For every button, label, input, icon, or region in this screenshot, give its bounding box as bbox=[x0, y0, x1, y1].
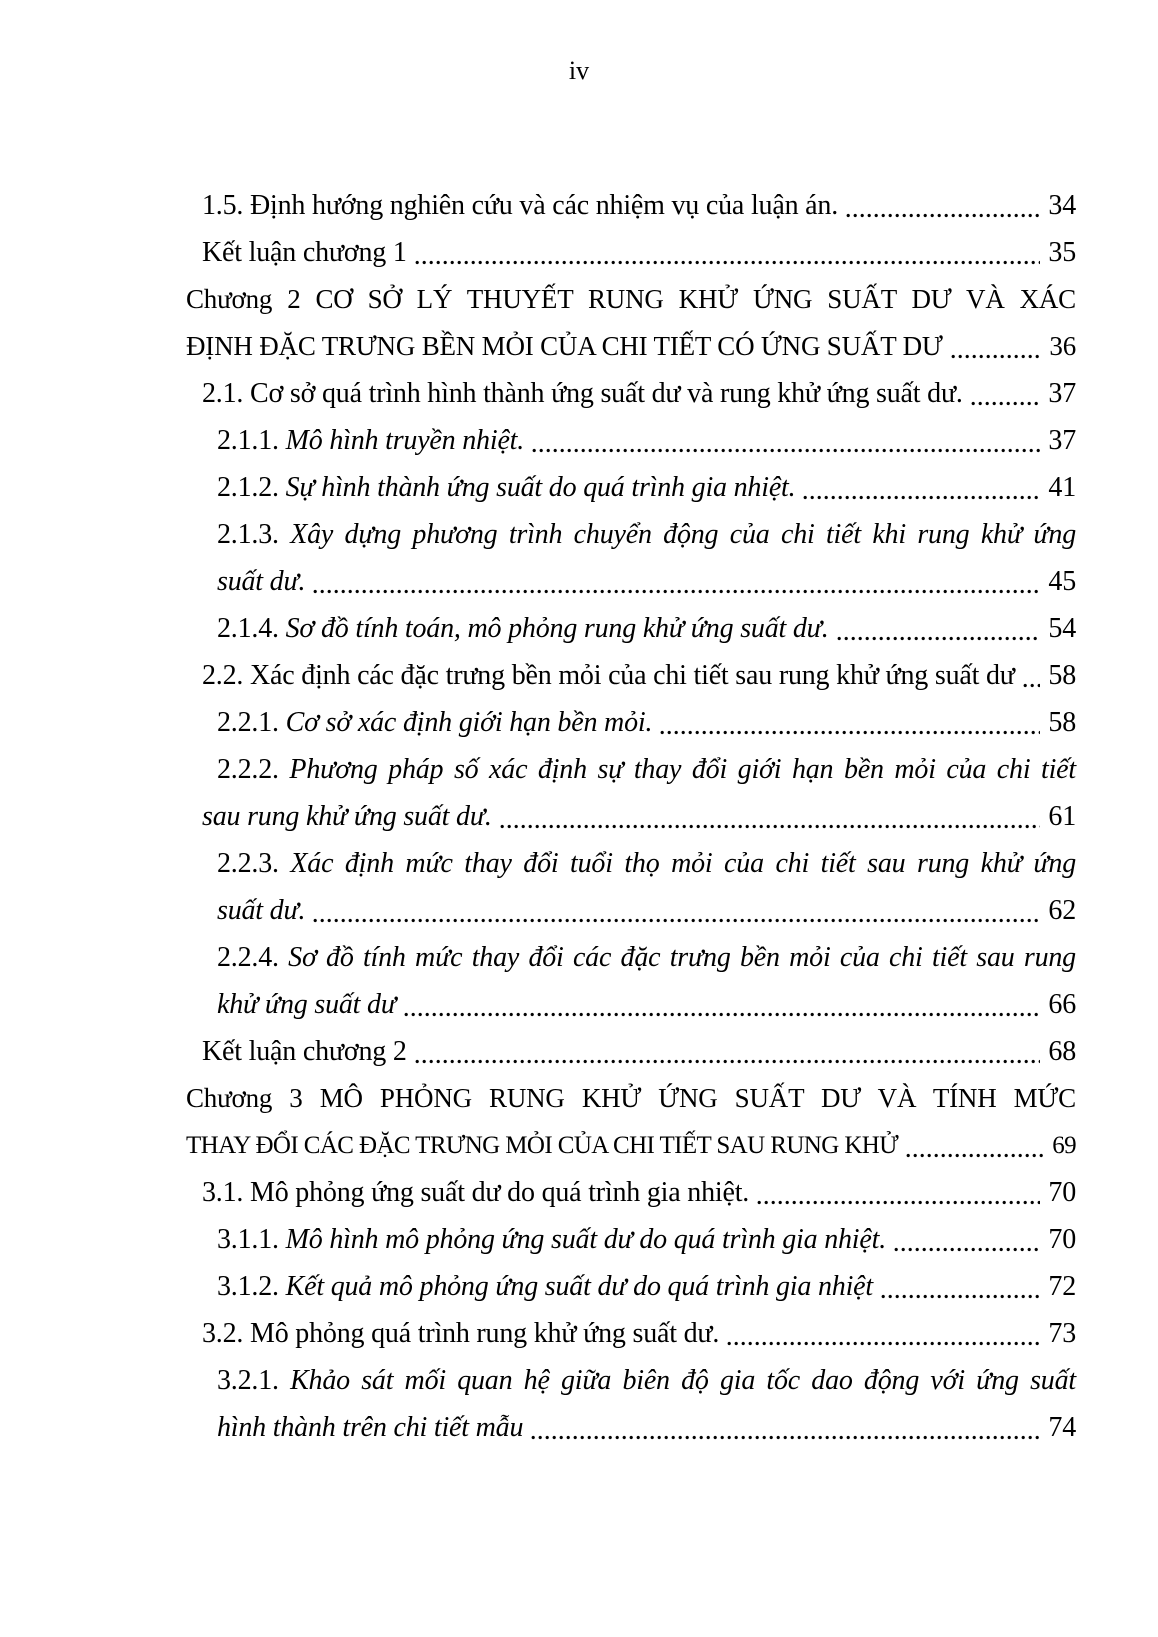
dot-leader bbox=[881, 1294, 1040, 1299]
dot-leader bbox=[415, 260, 1041, 265]
toc-entry-number: 3.1.2. bbox=[217, 1271, 279, 1302]
toc-entry-title: THAY ĐỔI CÁC ĐẶC TRƯNG MỎI CỦA CHI TIẾT SAU RUNG KHỬ bbox=[186, 1132, 899, 1159]
toc-entry bbox=[186, 1263, 1076, 1310]
toc-entry-title: hình thành trên chi tiết mẫu bbox=[217, 1412, 524, 1443]
dot-leader bbox=[757, 1200, 1040, 1205]
toc-entry-number: 3.2.1. bbox=[217, 1365, 279, 1396]
toc-entry-title: MÔ PHỎNG RUNG KHỬ ỨNG SUẤT DƯ VÀ TÍNH MỨC bbox=[319, 1083, 1076, 1113]
toc-entry bbox=[186, 229, 1076, 276]
dot-leader bbox=[906, 1153, 1044, 1158]
toc-page-number: 72 bbox=[1048, 1271, 1076, 1302]
toc-entry bbox=[186, 746, 1076, 793]
toc-entry-title: Mô phỏng quá trình rung khử ứng suất dư. bbox=[250, 1318, 720, 1349]
toc-entry-number: 2.2. bbox=[202, 660, 244, 691]
toc-entry-label bbox=[217, 754, 1076, 785]
toc-entry-title: khử ứng suất dư bbox=[217, 989, 396, 1020]
toc-entry-number: 1.5. bbox=[202, 190, 244, 221]
toc-entry bbox=[186, 1216, 1076, 1263]
toc-entry-title: Sơ đồ tính toán, mô phỏng rung khử ứng suất dư. bbox=[285, 613, 829, 644]
dot-leader bbox=[404, 1012, 1040, 1017]
toc-entry bbox=[186, 1075, 1076, 1122]
dot-leader bbox=[500, 824, 1041, 829]
toc-entry-title: Cơ sở xác định giới hạn bền mỏi. bbox=[285, 707, 653, 738]
toc-entry-title: CƠ SỞ LÝ THUYẾT RUNG KHỬ ỨNG SUẤT DƯ VÀ XÁC bbox=[315, 284, 1076, 314]
toc-page-number: 58 bbox=[1048, 707, 1076, 738]
toc-entry-label bbox=[217, 464, 795, 511]
toc-entry-label bbox=[202, 182, 838, 229]
toc-entry-number: 2.1.1. bbox=[217, 425, 279, 456]
toc-entry-label bbox=[217, 699, 652, 746]
dot-leader bbox=[660, 730, 1040, 735]
toc-entry-title: Cơ sở quá trình hình thành ứng suất dư và rung khử ứng suất dư. bbox=[250, 378, 963, 409]
toc-entry-label bbox=[217, 417, 524, 464]
toc-entry bbox=[186, 1404, 1076, 1451]
toc-entry-number: 3.1.1. bbox=[217, 1224, 279, 1255]
toc-page-number: 45 bbox=[1048, 566, 1076, 597]
toc-entry-label bbox=[186, 323, 943, 370]
toc-entry-title: Kết luận chương 2 bbox=[202, 1036, 407, 1067]
toc-entry-title: sau rung khử ứng suất dư. bbox=[202, 801, 492, 832]
toc-entry bbox=[186, 981, 1076, 1028]
toc-entry-label bbox=[217, 942, 1076, 973]
toc-entry bbox=[186, 1169, 1076, 1216]
toc-entry bbox=[186, 558, 1076, 605]
toc-entry bbox=[186, 511, 1076, 558]
toc-entry-label bbox=[186, 1083, 1076, 1113]
toc-entry-number: 2.2.4. bbox=[217, 942, 279, 973]
toc-entry bbox=[186, 1310, 1076, 1357]
toc-entry-label bbox=[202, 370, 963, 417]
dot-leader bbox=[971, 401, 1041, 406]
toc-entry-number: 2.2.3. bbox=[217, 848, 279, 879]
toc-entry-label bbox=[217, 1216, 886, 1263]
toc-entry-label bbox=[217, 981, 396, 1028]
toc-page-number: 68 bbox=[1048, 1036, 1076, 1067]
toc-entry-label bbox=[202, 1310, 719, 1357]
toc-entry-number: 2.2.1. bbox=[217, 707, 279, 738]
toc-entry bbox=[186, 276, 1076, 323]
toc-page-number: 34 bbox=[1048, 190, 1076, 221]
toc-entry-title: Sơ đồ tính mức thay đổi các đặc trưng bền mỏi của chi tiết sau rung bbox=[288, 942, 1076, 973]
toc-page-number: 70 bbox=[1048, 1177, 1076, 1208]
toc-entry bbox=[186, 323, 1076, 370]
toc-entry-title: Khảo sát mối quan hệ giữa biên độ gia tốc dao động với ứng suất bbox=[290, 1365, 1076, 1396]
toc-entry bbox=[186, 1357, 1076, 1404]
toc-entry-title: Kết quả mô phỏng ứng suất dư do quá trình gia nhiệt bbox=[285, 1271, 873, 1302]
toc-entry bbox=[186, 417, 1076, 464]
toc-entry-title: Sự hình thành ứng suất do quá trình gia nhiệt. bbox=[285, 472, 796, 503]
toc-entry-title: Phương pháp số xác định sự thay đổi giới hạn bền mỏi của chi tiết bbox=[289, 754, 1076, 785]
toc-entry bbox=[186, 182, 1076, 229]
toc-entry-number: Chương 2 bbox=[186, 284, 301, 314]
toc-page-number: 74 bbox=[1048, 1412, 1076, 1443]
toc-entry-title: Xác định mức thay đổi tuổi thọ mỏi của chi tiết sau rung khử ứng bbox=[290, 848, 1076, 879]
toc-entry-label bbox=[202, 1028, 407, 1075]
toc-entry-label bbox=[202, 652, 1015, 699]
toc-entry bbox=[186, 699, 1076, 746]
toc-entry-title: suất dư. bbox=[217, 895, 306, 926]
toc-page-number: 36 bbox=[1049, 331, 1076, 361]
toc-entry-label bbox=[217, 605, 829, 652]
toc-entry-number: 2.1.2. bbox=[217, 472, 279, 503]
dot-leader bbox=[727, 1341, 1040, 1346]
toc-page-number: 69 bbox=[1052, 1132, 1076, 1159]
toc-entry-title: Xây dựng phương trình chuyển động của chi tiết khi rung khử ứng bbox=[290, 519, 1076, 550]
toc-entry-label bbox=[186, 284, 1076, 314]
toc-entry-number: Chương 3 bbox=[186, 1083, 303, 1113]
dot-leader bbox=[415, 1059, 1041, 1064]
dot-leader bbox=[313, 918, 1040, 923]
toc-entry bbox=[186, 370, 1076, 417]
toc-entry-number: 2.1.4. bbox=[217, 613, 279, 644]
toc-entry bbox=[186, 605, 1076, 652]
dot-leader bbox=[1023, 683, 1041, 688]
toc-entry-number: 2.1. bbox=[202, 378, 244, 409]
toc-entry bbox=[186, 840, 1076, 887]
toc-entry bbox=[186, 934, 1076, 981]
toc-page-number: 73 bbox=[1048, 1318, 1076, 1349]
toc-entry-label bbox=[202, 793, 492, 840]
toc-entry-number: 3.2. bbox=[202, 1318, 244, 1349]
toc-entry-title: suất dư. bbox=[217, 566, 306, 597]
table-of-contents bbox=[186, 182, 1076, 1451]
toc-entry-title: Xác định các đặc trưng bền mỏi của chi tiết sau rung khử ứng suất dư bbox=[250, 660, 1015, 691]
toc-entry bbox=[186, 793, 1076, 840]
toc-entry-title: ĐỊNH ĐẶC TRƯNG BỀN MỎI CỦA CHI TIẾT CÓ ỨNG SUẤT DƯ bbox=[186, 331, 943, 361]
toc-entry-title: Mô hình mô phỏng ứng suất dư do quá trình gia nhiệt. bbox=[285, 1224, 886, 1255]
toc-page-number: 66 bbox=[1048, 989, 1076, 1020]
toc-entry-label bbox=[186, 1122, 898, 1169]
toc-entry-label bbox=[217, 1263, 873, 1310]
toc-entry-title: Định hướng nghiên cứu và các nhiệm vụ của luận án. bbox=[250, 190, 838, 221]
toc-entry-title: Mô phỏng ứng suất dư do quá trình gia nhiệt. bbox=[250, 1177, 750, 1208]
toc-entry bbox=[186, 1028, 1076, 1075]
toc-entry-label bbox=[217, 887, 305, 934]
toc-entry bbox=[186, 1122, 1076, 1169]
toc-page-number: 61 bbox=[1048, 801, 1076, 832]
page-number: iv bbox=[568, 56, 590, 85]
toc-page-number: 54 bbox=[1048, 613, 1076, 644]
toc-page-number: 37 bbox=[1048, 378, 1076, 409]
toc-page-number: 62 bbox=[1048, 895, 1076, 926]
toc-entry-number: 2.2.2. bbox=[217, 754, 279, 785]
toc-entry-label bbox=[217, 519, 1076, 550]
toc-entry-label bbox=[217, 1404, 523, 1451]
toc-entry bbox=[186, 887, 1076, 934]
toc-entry-label bbox=[217, 558, 305, 605]
dot-leader bbox=[803, 495, 1040, 500]
toc-page-number: 41 bbox=[1048, 472, 1076, 503]
toc-entry-label bbox=[202, 229, 407, 276]
dot-leader bbox=[846, 213, 1040, 218]
toc-page-number: 35 bbox=[1048, 237, 1076, 268]
dot-leader bbox=[313, 589, 1040, 594]
toc-entry-number: 2.1.3. bbox=[217, 519, 279, 550]
toc-entry-number: 3.1. bbox=[202, 1177, 244, 1208]
toc-entry bbox=[186, 464, 1076, 511]
toc-entry-label bbox=[217, 848, 1076, 879]
dot-leader bbox=[951, 354, 1042, 359]
dot-leader bbox=[894, 1247, 1040, 1252]
dot-leader bbox=[531, 1435, 1040, 1440]
toc-entry-title: Kết luận chương 1 bbox=[202, 237, 407, 268]
toc-page-number: 58 bbox=[1048, 660, 1076, 691]
toc-page-number: 70 bbox=[1048, 1224, 1076, 1255]
toc-entry-label bbox=[202, 1169, 749, 1216]
toc-entry-title: Mô hình truyền nhiệt. bbox=[285, 425, 525, 456]
toc-entry-label bbox=[217, 1365, 1076, 1396]
toc-page-number: 37 bbox=[1048, 425, 1076, 456]
dot-leader bbox=[837, 636, 1041, 641]
dot-leader bbox=[532, 448, 1040, 453]
toc-entry bbox=[186, 652, 1076, 699]
